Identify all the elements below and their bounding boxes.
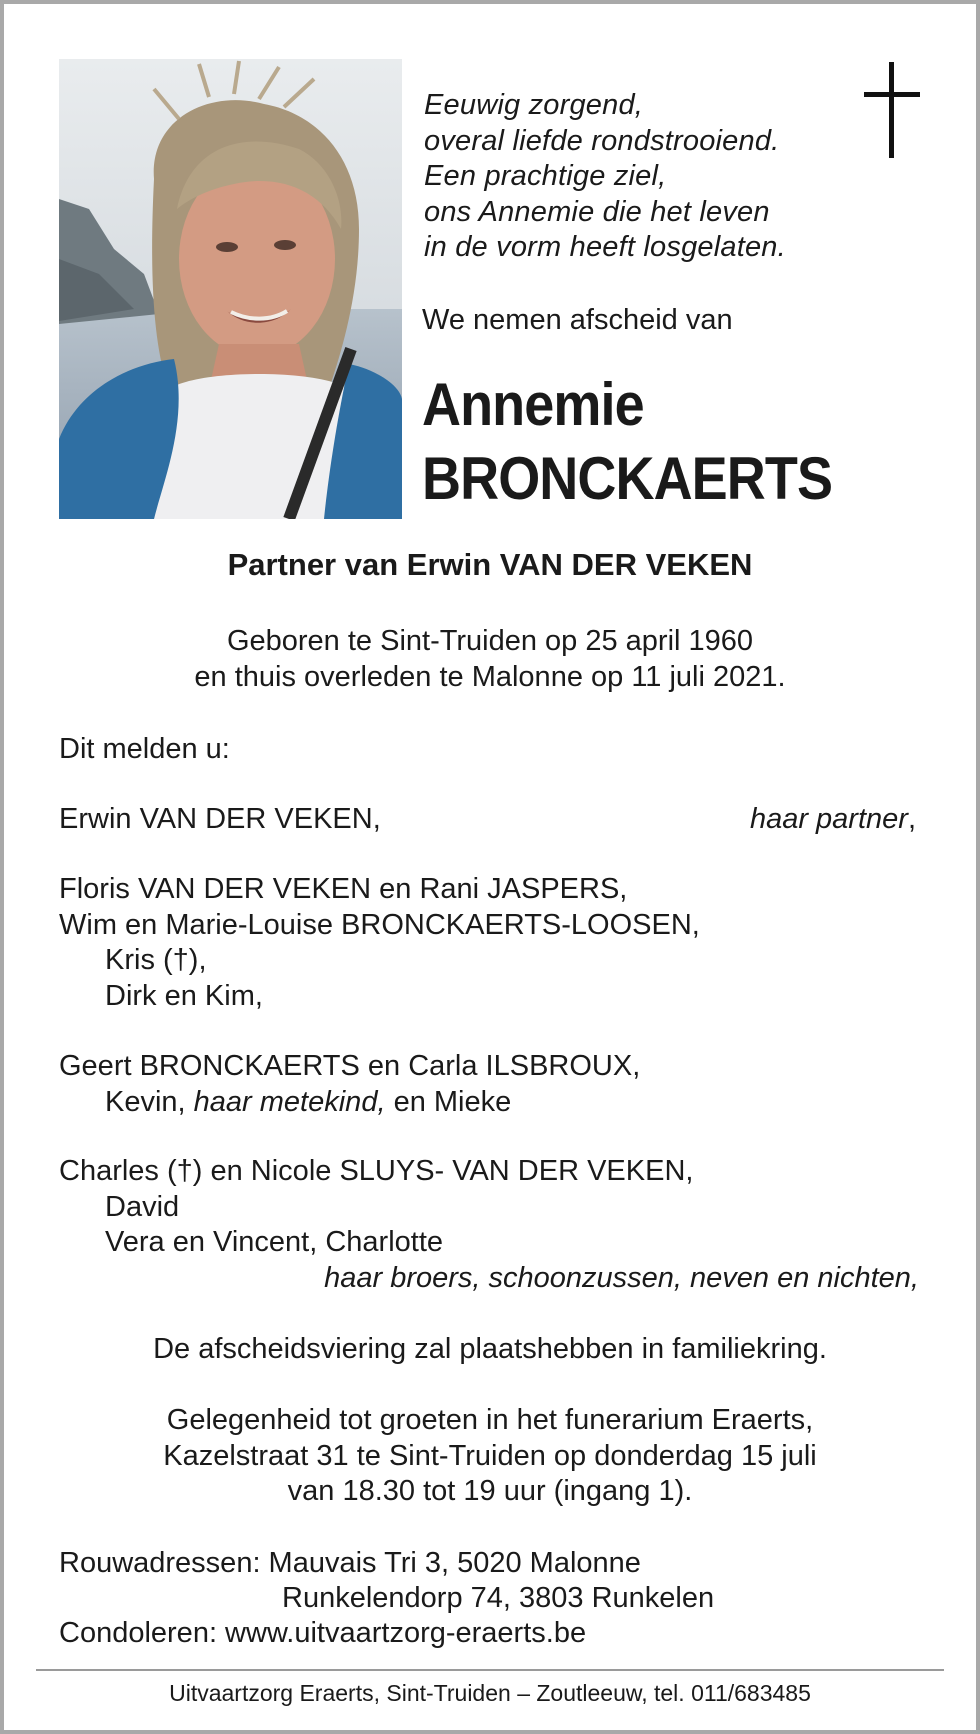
deceased-last-name: BRONCKAERTS [422,445,833,512]
portrait-photo [59,59,402,519]
deceased-first-name: Annemie [422,371,644,438]
family-line: Wim en Marie-Louise BRONCKAERTS-LOOSEN, [59,908,700,941]
family-child-line: Kris (†), [105,944,207,976]
visitation-line: Gelegenheid tot groeten in het funerarium Eraerts, [166,1404,814,1436]
footer-text: Uitvaartzorg Eraerts, Sint-Truiden – Zoutleeuw, tel. 011/683485 [169,1680,811,1706]
mourning-address-2: Runkelendorp 74, 3803 Runkelen [282,1582,715,1614]
family-partner-role-wrap [750,802,916,838]
portrait-illustration [59,59,402,519]
poem-line: overal liefde rondstrooiend. [424,124,780,157]
family-partner-name: Erwin VAN DER VEKEN, [59,803,381,835]
family-line: Geert BRONCKAERTS en Carla ILSBROUX, [59,1050,641,1082]
family-group-3 [59,1154,693,1261]
poem-line: in de vorm heeft losgelaten. [424,231,786,263]
partner-line: Partner van Erwin VAN DER VEKEN [227,547,753,582]
family-child-line [59,1085,640,1121]
poem-line: Een prachtige ziel, [424,160,667,192]
announce-text: Dit melden u: [59,733,230,765]
family-child-line: Vera en Vincent, Charlotte [105,1226,444,1258]
visitation-text [0,1403,980,1510]
poem-line: ons Annemie die het leven [424,195,770,228]
family-group-1 [59,872,700,1014]
family-partner-comma: , [907,803,916,835]
poem-line: Eeuwig zorgend, [424,89,644,121]
child-name: en Mieke [393,1085,512,1118]
poem [424,88,786,266]
footer-divider [36,1669,944,1671]
intro-text: We nemen afscheid van [422,304,733,336]
condolence-link[interactable]: Condoleren: www.uitvaartzorg-eraerts.be [59,1617,587,1649]
family-relation: haar broers, schoonzussen, neven en nichten, [324,1262,919,1294]
family-group-2 [59,1049,640,1120]
child-relation: haar metekind, [193,1085,386,1118]
ceremony-text: De afscheidsviering zal plaatshebben in familiekring. [153,1333,827,1365]
death-line: en thuis overleden te Malonne op 11 juli 2021. [194,661,786,693]
family-child-line: David [105,1190,180,1223]
cross-icon [864,62,920,158]
mourning-address-1: Rouwadressen: Mauvais Tri 3, 5020 Malonne [59,1547,641,1579]
family-child-line: Dirk en Kim, [105,979,263,1012]
family-line: Floris VAN DER VEKEN en Rani JASPERS, [59,873,628,905]
visitation-line: Kazelstraat 31 te Sint-Truiden op donderdag 15 juli [163,1439,817,1472]
visitation-line: van 18.30 tot 19 uur (ingang 1). [287,1475,693,1507]
cross-horizontal-bar [864,92,920,97]
birth-death-info [0,623,980,695]
family-partner-role: haar partner [749,803,908,835]
family-line: Charles (†) en Nicole SLUYS- VAN DER VEKEN, [59,1155,694,1187]
deceased-name [422,368,832,516]
child-name: Kevin, [105,1085,186,1118]
cross-vertical-bar [889,62,894,158]
birth-line: Geboren te Sint-Truiden op 25 april 1960 [226,625,754,657]
